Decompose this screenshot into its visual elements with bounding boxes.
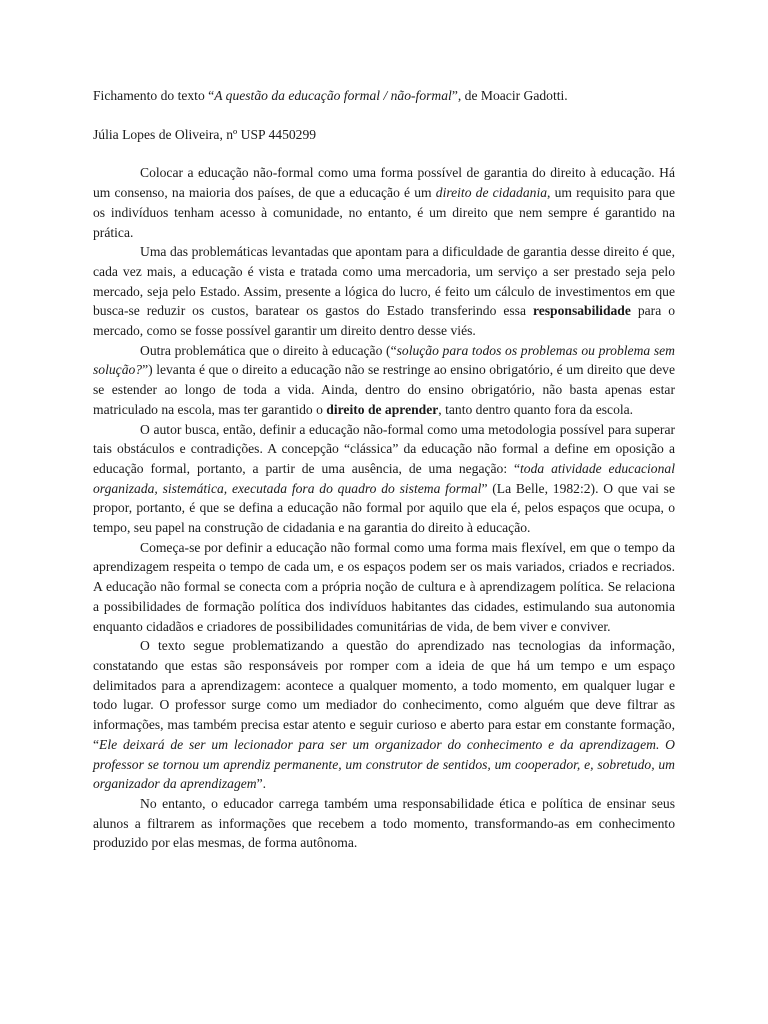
paragraph	[93, 341, 675, 420]
paragraph	[93, 242, 675, 341]
document-title	[93, 86, 675, 106]
title-prefix: Fichamento do texto “	[93, 88, 215, 103]
paragraph	[93, 163, 675, 242]
author-line: Júlia Lopes de Oliveira, nº USP 4450299	[93, 126, 317, 142]
italic-text: Ele deixará de ser um lecionador para ser um organizador do conhecimento e da aprendizagem. O professor se tornou um aprendiz permanente, um construtor de sentidos, um cooperador, e, sobretudo, um organizador da aprendizagem	[93, 736, 675, 792]
paragraph	[93, 420, 675, 538]
text-run: , um requisito para que os indivíduos tenham acesso à comunidade, no entanto, é um direito que nem sempre é garantido na prática.	[93, 185, 675, 240]
italic-text: toda atividade educacional organizada, sistemática, executada fora do quadro do sistema formal	[93, 460, 675, 496]
bold-text: direito de aprender	[326, 401, 439, 417]
text-run: Colocar a educação não-formal como uma forma possível de garantia do direito à educação. Há um consenso, na maioria dos países, de que a educação é um	[93, 165, 675, 201]
text-run: Outra problemática que o direito à educação (“	[140, 342, 397, 358]
text-run: Começa-se por definir a educação não formal como uma forma mais flexível, em que o tempo da aprendizagem respeita o tempo de cada um, e os espaços podem ser os mais variados, criados e recriados. A educação não formal se conecta com a própria noção de cultura e à aprendizagem política. Se relaciona a possibilidades de formação política dos indivíduos habitantes das cidades, estimulando sua autonomia enquanto cidadãos e criadores de possibilidades comunitárias de vida, de bem viver e conviver.	[93, 539, 675, 634]
paragraph	[93, 538, 675, 637]
text-run: O autor busca, então, definir a educação não-formal como uma metodologia possível para superar tais obstáculos e contradições. A concepção “clássica” da educação não formal a define em oposição a educação formal, portanto, a partir de uma ausência, de uma negação: “	[93, 421, 675, 476]
text-run: No entanto, o educador carrega também uma responsabilidade ética e política de ensinar seus alunos a filtrarem as informações que recebem a todo momento, transformando-as em conhecimento produzido por elas mesmas, de forma autônoma.	[93, 795, 675, 851]
paragraph	[93, 636, 675, 794]
italic-text: solução para todos os problemas ou problema sem solução?	[93, 342, 675, 378]
text-run: Uma das problemáticas levantadas que apontam para a dificuldade de garantia desse direito é que, cada vez mais, a educação é vista e tratada como uma mercadoria, um serviço a ser prestado seja pelo mercado, seja pelo Estado. Assim, presente a lógica do lucro, é feito um cálculo de investimentos em que busca-se reduzir os custos, baratear os gastos do Estado transferindo essa	[93, 244, 675, 319]
text-run: ”) levanta é que o direito a educação não se restringe ao ensino obrigatório, é um direito que deve se estender ao longo de toda a vida. Ainda, dentro do ensino obrigatório, não basta apenas estar matriculado na escola, mas ter garantido o	[93, 362, 675, 417]
title-italic: A questão da educação formal / não-formal	[214, 88, 452, 103]
text-run: para o mercado, como se fosse possível garantir um direito dentro desse viés.	[93, 303, 675, 339]
bold-text: responsabilidade	[532, 303, 631, 319]
text-run: ” (La Belle, 1982:2). O que vai se propor, portanto, é que se defina a educação não formal por aquilo que ela é, pelos espaços que ocupa, o tempo, seu papel na construção de cidadania e na garantia do direito à educação.	[93, 480, 675, 536]
paragraph	[93, 794, 675, 853]
title-suffix: ”, de Moacir Gadotti.	[451, 88, 568, 103]
text-run: O texto segue problematizando a questão do aprendizado nas tecnologias da informação, constatando que estas são responsáveis por romper com a ideia de que há um tempo e um espaço delimitados para a aprendizagem: acontece a qualquer momento, a todo momento, em qualquer lugar e todo lugar. O professor surge como um mediador do conhecimento, como alguém que deve filtrar as informações, mas também precisa estar atento e seguir curioso e aberto para estar em constante formação, “	[93, 638, 675, 752]
text-run: , tanto dentro quanto fora da escola.	[438, 401, 634, 417]
text-run: ”.	[256, 776, 267, 792]
document-body	[93, 163, 675, 853]
italic-text: direito de cidadania	[435, 185, 548, 201]
